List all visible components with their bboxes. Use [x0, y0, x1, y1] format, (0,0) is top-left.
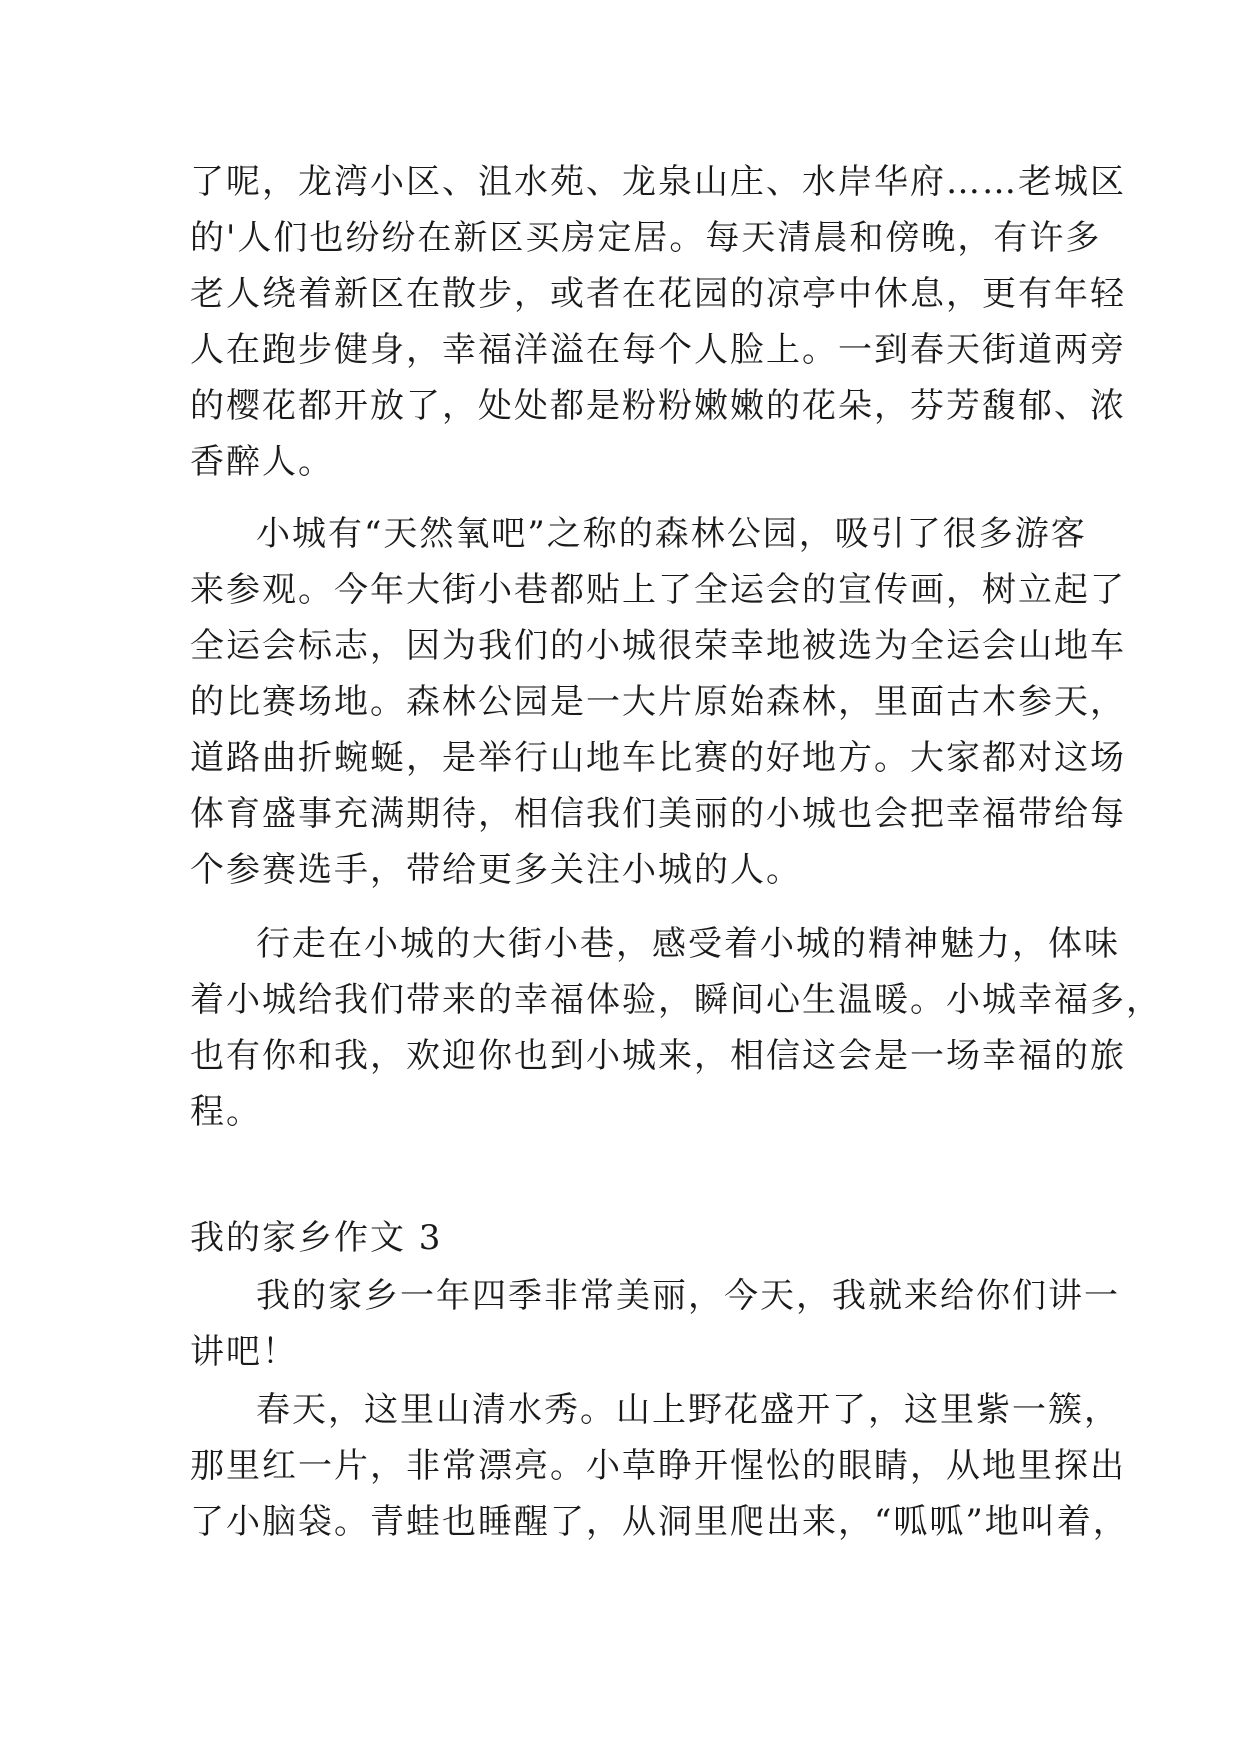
paragraph-line: 了小脑袋。青蛙也睡醒了，从洞里爬出来，“呱呱”地叫着，: [190, 1502, 1129, 1542]
paragraph-line: 程。: [190, 1092, 262, 1132]
paragraph-line: 着小城给我们带来的幸福体验，瞬间心生温暖。小城幸福多，: [190, 980, 1162, 1020]
paragraph-line: 的'人们也纷纷在新区买房定居。每天清晨和傍晚，有许多: [190, 218, 1102, 258]
paragraph-line: 行走在小城的大街小巷，感受着小城的精神魅力，体味: [256, 924, 1120, 964]
paragraph-line: 的樱花都开放了，处处都是粉粉嫩嫩的花朵，芬芳馥郁、浓: [190, 386, 1126, 426]
paragraph-line: 了呢，龙湾小区、沮水苑、龙泉山庄、水岸华府……老城区: [190, 162, 1126, 202]
paragraph-line: 来参观。今年大街小巷都贴上了全运会的宣传画，树立起了: [190, 570, 1126, 610]
paragraph-line: 我的家乡一年四季非常美丽，今天，我就来给你们讲一: [256, 1276, 1120, 1316]
paragraph-line: 小城有“天然氧吧”之称的森林公园，吸引了很多游客: [256, 514, 1087, 554]
paragraph-line: 春天，这里山清水秀。山上野花盛开了，这里紫一簇，: [256, 1390, 1120, 1430]
paragraph-line: 的比赛场地。森林公园是一大片原始森林，里面古木参天，: [190, 682, 1126, 722]
paragraph-line: 讲吧！: [190, 1332, 298, 1372]
paragraph-line: 道路曲折蜿蜒，是举行山地车比赛的好地方。大家都对这场: [190, 738, 1126, 778]
paragraph-line: 老人绕着新区在散步，或者在花园的凉亭中休息，更有年轻: [190, 274, 1126, 314]
paragraph-line: 那里红一片，非常漂亮。小草睁开惺忪的眼睛，从地里探出: [190, 1446, 1126, 1486]
paragraph-line: 人在跑步健身，幸福洋溢在每个人脸上。一到春天街道两旁: [190, 330, 1126, 370]
paragraph-line: 体育盛事充满期待，相信我们美丽的小城也会把幸福带给每: [190, 794, 1126, 834]
paragraph-line: 全运会标志，因为我们的小城很荣幸地被选为全运会山地车: [190, 626, 1126, 666]
paragraph-line: 香醉人。: [190, 442, 334, 482]
paragraph-line: 个参赛选手，带给更多关注小城的人。: [190, 850, 802, 890]
section-title: 我的家乡作文 3: [190, 1218, 443, 1258]
paragraph-line: 也有你和我，欢迎你也到小城来，相信这会是一场幸福的旅: [190, 1036, 1126, 1076]
